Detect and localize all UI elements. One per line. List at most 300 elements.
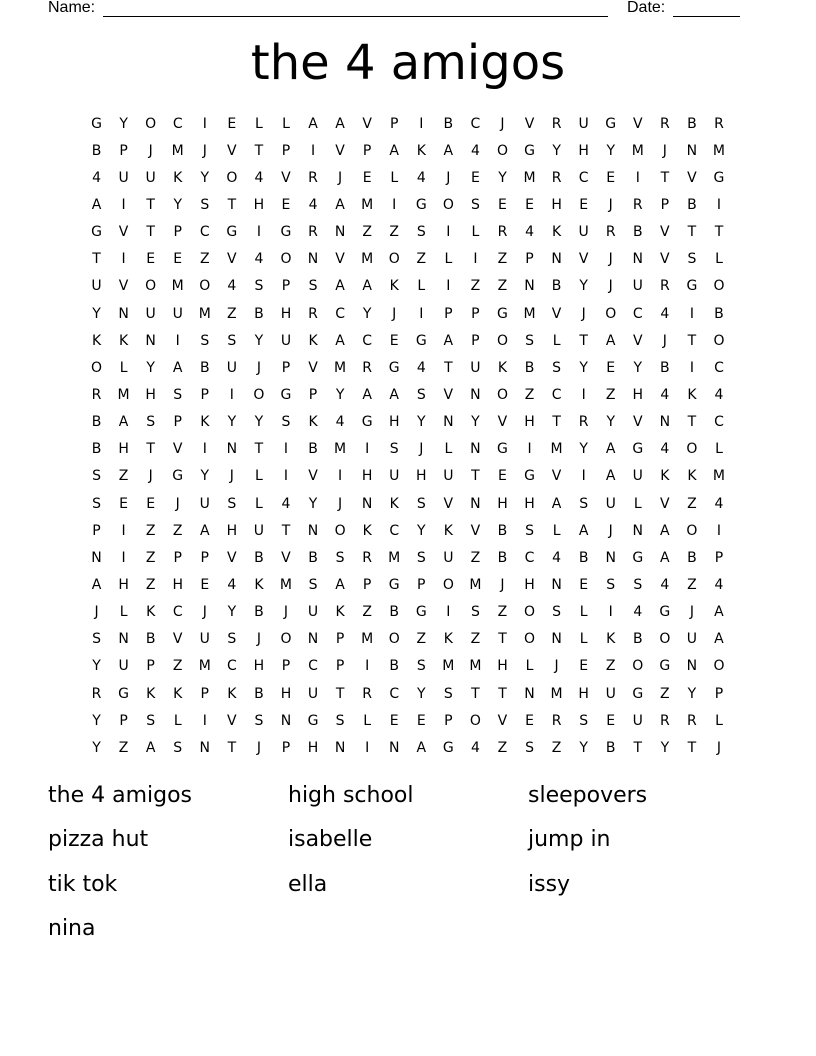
grid-letter: A: [145, 739, 156, 756]
grid-letter: G: [118, 685, 130, 702]
grid-letter: A: [335, 196, 345, 213]
word-list-item: jump in: [528, 827, 611, 853]
grid-letter: I: [338, 468, 343, 485]
grid-letter: L: [255, 495, 263, 512]
grid-letter: V: [335, 251, 345, 268]
grid-letter: A: [714, 604, 724, 621]
grid-letter: A: [362, 278, 372, 295]
grid-letter: M: [279, 576, 293, 593]
grid-letter: M: [388, 549, 401, 566]
grid-letter: 4: [660, 576, 670, 593]
grid-letter: N: [470, 441, 481, 458]
grid-letter: H: [524, 576, 535, 593]
grid-letter: A: [335, 576, 345, 593]
grid-letter: U: [389, 468, 400, 485]
grid-letter: J: [175, 495, 180, 512]
grid-letter: J: [148, 468, 153, 485]
grid-letter: O: [713, 658, 725, 675]
grid-letter: U: [632, 278, 643, 295]
grid-letter: J: [229, 468, 234, 485]
grid-letter: V: [308, 468, 318, 485]
grid-letter: N: [605, 549, 616, 566]
grid-letter: I: [229, 386, 234, 403]
grid-letter: Y: [227, 604, 237, 621]
grid-letter: C: [470, 115, 481, 132]
grid-letter: Z: [497, 739, 508, 756]
grid-letter: L: [633, 495, 642, 512]
grid-letter: Y: [200, 169, 210, 186]
grid-letter: G: [91, 115, 102, 132]
grid-letter: A: [605, 332, 616, 349]
grid-letter: H: [226, 522, 238, 539]
grid-letter: T: [227, 196, 237, 213]
grid-letter: P: [714, 685, 724, 702]
grid-letter: V: [443, 495, 454, 512]
grid-letter: G: [415, 332, 427, 349]
grid-letter: C: [551, 386, 562, 403]
grid-letter: P: [92, 522, 101, 539]
grid-letter: A: [660, 522, 670, 539]
grid-letter: L: [715, 251, 723, 268]
grid-letter: I: [121, 522, 126, 539]
grid-letter: I: [202, 115, 207, 132]
grid-letter: T: [687, 739, 697, 756]
grid-letter: R: [551, 712, 562, 729]
grid-letter: L: [417, 278, 426, 295]
grid-letter: Y: [687, 685, 697, 702]
grid-letter: A: [362, 386, 372, 403]
grid-letter: I: [121, 196, 126, 213]
grid-letter: 4: [281, 495, 291, 512]
grid-letter: S: [525, 739, 534, 756]
grid-letter: K: [173, 169, 183, 186]
grid-letter: R: [362, 359, 373, 376]
grid-letter: Z: [389, 224, 400, 241]
grid-letter: Z: [470, 278, 481, 295]
grid-letter: V: [443, 386, 454, 403]
grid-letter: P: [119, 142, 128, 159]
grid-letter: I: [283, 468, 289, 485]
grid-letter: O: [713, 278, 725, 295]
grid-letter: J: [392, 305, 397, 322]
grid-letter: 4: [92, 169, 101, 186]
grid-letter: P: [444, 305, 453, 322]
grid-letter: H: [551, 196, 562, 213]
grid-letter: 4: [660, 386, 670, 403]
grid-letter: S: [146, 414, 156, 431]
grid-letter: J: [148, 142, 153, 159]
grid-letter: P: [200, 386, 209, 403]
grid-letter: Y: [173, 196, 182, 213]
grid-letter: I: [365, 441, 370, 458]
grid-letter: Z: [605, 386, 616, 403]
grid-letter: N: [686, 142, 698, 159]
grid-letter: A: [605, 468, 616, 485]
grid-letter: K: [227, 685, 237, 702]
grid-letter: 4: [552, 549, 562, 566]
grid-letter: S: [254, 278, 264, 295]
grid-letter: B: [254, 604, 264, 621]
grid-letter: S: [254, 712, 264, 729]
grid-letter: A: [578, 522, 589, 539]
word-list-item: issy: [528, 871, 571, 897]
grid-letter: P: [119, 712, 128, 729]
grid-letter: J: [608, 522, 613, 539]
grid-letter: H: [361, 468, 373, 485]
grid-letter: C: [172, 604, 183, 621]
grid-letter: V: [632, 115, 643, 132]
grid-letter: Z: [687, 576, 697, 593]
grid-letter: Y: [633, 359, 643, 376]
grid-letter: I: [256, 224, 261, 241]
grid-letter: K: [362, 522, 372, 539]
grid-letter: N: [470, 495, 481, 512]
grid-letter: R: [659, 278, 670, 295]
grid-letter: R: [308, 305, 318, 322]
grid-letter: N: [551, 576, 562, 593]
grid-letter: P: [389, 115, 399, 132]
grid-letter: L: [444, 251, 453, 268]
grid-letter: J: [202, 604, 207, 621]
grid-letter: S: [525, 332, 534, 349]
grid-letter: S: [416, 495, 426, 512]
grid-letter: B: [632, 631, 643, 648]
grid-letter: I: [689, 305, 694, 322]
grid-letter: P: [444, 712, 453, 729]
word-search-grid: [83, 110, 733, 761]
grid-letter: Z: [551, 739, 562, 756]
grid-letter: V: [660, 224, 670, 241]
grid-letter: S: [443, 685, 453, 702]
grid-letter: Y: [579, 441, 588, 458]
grid-letter: S: [525, 522, 534, 539]
grid-letter: U: [605, 495, 616, 512]
grid-letter: B: [389, 658, 400, 675]
grid-letter: T: [254, 142, 264, 159]
grid-letter: Z: [199, 251, 210, 268]
grid-letter: T: [471, 468, 480, 485]
grid-letter: H: [307, 739, 319, 756]
grid-letter: A: [714, 631, 724, 648]
grid-letter: P: [335, 658, 345, 675]
grid-letter: V: [118, 278, 129, 295]
grid-letter: C: [389, 685, 400, 702]
grid-letter: H: [497, 658, 508, 675]
grid-letter: K: [687, 386, 697, 403]
grid-letter: O: [226, 169, 238, 186]
grid-letter: Y: [552, 142, 561, 159]
grid-letter: J: [256, 631, 261, 648]
grid-letter: L: [715, 441, 723, 458]
grid-letter: V: [335, 142, 345, 159]
grid-letter: T: [227, 739, 237, 756]
grid-letter: G: [280, 386, 292, 403]
grid-letter: J: [338, 495, 343, 512]
grid-letter: C: [362, 332, 373, 349]
grid-letter: R: [659, 712, 670, 729]
grid-letter: B: [145, 631, 156, 648]
grid-letter: Z: [145, 549, 156, 566]
grid-letter: O: [713, 332, 725, 349]
grid-letter: T: [687, 414, 697, 431]
grid-letter: J: [338, 169, 343, 186]
grid-letter: N: [118, 305, 129, 322]
grid-letter: H: [632, 386, 644, 403]
grid-letter: S: [416, 549, 426, 566]
grid-letter: G: [632, 549, 644, 566]
grid-letter: K: [443, 522, 453, 539]
grid-letter: O: [659, 631, 671, 648]
grid-letter: M: [523, 169, 536, 186]
grid-letter: H: [280, 685, 292, 702]
grid-letter: H: [578, 142, 589, 159]
grid-letter: G: [632, 441, 644, 458]
grid-letter: K: [389, 495, 399, 512]
grid-letter: N: [659, 414, 671, 431]
grid-letter: M: [631, 142, 644, 159]
grid-letter: L: [579, 631, 588, 648]
grid-letter: U: [199, 495, 210, 512]
grid-letter: T: [146, 224, 155, 241]
grid-letter: 4: [633, 604, 643, 621]
grid-letter: U: [172, 305, 183, 322]
grid-letter: S: [579, 712, 589, 729]
grid-letter: I: [689, 359, 694, 376]
grid-letter: V: [362, 115, 372, 132]
grid-letter: Z: [497, 604, 508, 621]
grid-letter: A: [443, 332, 454, 349]
grid-letter: B: [714, 305, 724, 322]
grid-letter: I: [446, 278, 451, 295]
grid-letter: I: [202, 712, 207, 729]
grid-letter: I: [365, 658, 370, 675]
grid-letter: L: [444, 441, 453, 458]
grid-letter: J: [554, 658, 559, 675]
grid-letter: R: [632, 196, 643, 213]
grid-letter: S: [470, 604, 480, 621]
grid-letter: M: [361, 251, 374, 268]
grid-letter: E: [579, 658, 589, 675]
grid-letter: U: [632, 468, 643, 485]
grid-letter: T: [146, 441, 155, 458]
grid-letter: A: [335, 278, 345, 295]
grid-letter: S: [606, 576, 616, 593]
grid-letter: V: [281, 169, 291, 186]
grid-letter: V: [632, 414, 643, 431]
grid-letter: Y: [417, 414, 426, 431]
grid-letter: Z: [145, 576, 156, 593]
word-list-item: ella: [288, 871, 328, 897]
grid-letter: 4: [525, 224, 534, 241]
grid-letter: Y: [200, 468, 210, 485]
grid-letter: B: [443, 115, 454, 132]
grid-letter: K: [687, 468, 697, 485]
grid-letter: U: [578, 115, 589, 132]
grid-letter: Z: [118, 468, 129, 485]
name-label: Name:: [48, 0, 96, 16]
grid-letter: E: [200, 576, 210, 593]
grid-letter: P: [281, 739, 291, 756]
grid-letter: E: [146, 495, 156, 512]
grid-letter: V: [281, 549, 291, 566]
grid-letter: M: [198, 658, 211, 675]
grid-letter: R: [91, 386, 102, 403]
grid-letter: V: [470, 522, 481, 539]
grid-letter: A: [118, 414, 129, 431]
word-list-item: sleepovers: [528, 783, 648, 808]
grid-letter: V: [118, 224, 129, 241]
grid-letter: L: [579, 604, 588, 621]
grid-letter: G: [442, 739, 454, 756]
grid-letter: B: [605, 739, 616, 756]
grid-letter: R: [497, 224, 508, 241]
grid-letter: I: [527, 441, 532, 458]
grid-letter: J: [608, 251, 613, 268]
grid-letter: I: [365, 739, 370, 756]
grid-letter: I: [446, 604, 451, 621]
grid-letter: S: [335, 549, 345, 566]
grid-letter: B: [308, 441, 318, 458]
grid-letter: I: [446, 224, 451, 241]
grid-letter: B: [578, 549, 589, 566]
grid-letter: G: [497, 441, 508, 458]
grid-letter: E: [416, 712, 426, 729]
grid-letter: M: [171, 278, 184, 295]
grid-letter: Z: [416, 631, 427, 648]
grid-letter: R: [605, 224, 616, 241]
grid-letter: N: [307, 251, 319, 268]
grid-letter: M: [334, 441, 347, 458]
word-list-item: high school: [288, 783, 414, 808]
grid-letter: B: [91, 414, 102, 431]
grid-letter: N: [307, 522, 319, 539]
grid-letter: R: [362, 685, 373, 702]
grid-letter: A: [308, 115, 318, 132]
grid-letter: O: [145, 278, 157, 295]
grid-letter: I: [608, 604, 613, 621]
grid-letter: O: [496, 332, 508, 349]
grid-letter: E: [119, 495, 129, 512]
grid-letter: V: [660, 495, 670, 512]
grid-letter: H: [578, 685, 589, 702]
grid-letter: O: [388, 251, 400, 268]
grid-letter: O: [605, 305, 617, 322]
grid-letter: C: [308, 658, 318, 675]
grid-letter: U: [470, 359, 481, 376]
grid-letter: N: [307, 631, 319, 648]
grid-letter: K: [146, 604, 156, 621]
grid-letter: P: [471, 305, 480, 322]
grid-letter: B: [660, 359, 670, 376]
grid-letter: Y: [146, 359, 155, 376]
grid-letter: N: [632, 251, 644, 268]
grid-letter: N: [226, 441, 238, 458]
grid-letter: K: [308, 332, 318, 349]
grid-letter: L: [471, 224, 480, 241]
grid-letter: M: [712, 142, 726, 159]
grid-letter: 4: [308, 196, 318, 213]
grid-letter: Y: [335, 386, 345, 403]
grid-letter: Z: [524, 386, 535, 403]
grid-letter: C: [632, 305, 643, 322]
grid-letter: G: [659, 604, 671, 621]
word-list-item: the 4 amigos: [48, 783, 192, 808]
grid-letter: G: [415, 196, 427, 213]
grid-letter: O: [280, 251, 292, 268]
grid-letter: H: [118, 441, 129, 458]
grid-letter: L: [119, 604, 128, 621]
grid-letter: E: [525, 712, 534, 729]
grid-letter: N: [632, 522, 644, 539]
grid-letter: H: [416, 468, 427, 485]
grid-letter: S: [173, 739, 183, 756]
grid-letter: K: [200, 414, 210, 431]
grid-letter: R: [362, 549, 373, 566]
grid-letter: I: [419, 115, 424, 132]
grid-letter: O: [632, 658, 644, 675]
grid-letter: T: [714, 224, 724, 241]
grid-letter: P: [525, 251, 534, 268]
grid-letter: T: [660, 169, 670, 186]
grid-letter: G: [497, 305, 508, 322]
grid-letter: K: [173, 685, 183, 702]
grid-letter: S: [416, 658, 426, 675]
grid-letter: E: [281, 196, 291, 213]
grid-letter: P: [335, 631, 345, 648]
grid-letter: I: [581, 386, 586, 403]
grid-letter: 4: [227, 576, 237, 593]
grid-letter: M: [469, 576, 482, 593]
grid-letter: E: [498, 196, 507, 213]
grid-letter: K: [91, 332, 102, 349]
grid-letter: P: [173, 414, 182, 431]
grid-letter: O: [442, 576, 454, 593]
grid-letter: L: [552, 332, 561, 349]
grid-letter: J: [608, 196, 613, 213]
grid-letter: P: [146, 658, 155, 675]
grid-letter: G: [415, 604, 427, 621]
grid-letter: S: [200, 196, 210, 213]
grid-letter: O: [524, 604, 536, 621]
grid-letter: Y: [308, 495, 318, 512]
grid-letter: A: [389, 386, 399, 403]
grid-letter: K: [146, 685, 156, 702]
grid-letter: K: [254, 576, 264, 593]
grid-letter: N: [334, 224, 346, 241]
grid-letter: E: [579, 196, 589, 213]
grid-letter: B: [687, 115, 697, 132]
grid-letter: Y: [660, 739, 670, 756]
grid-letter: R: [714, 115, 724, 132]
grid-letter: O: [199, 278, 211, 295]
grid-letter: I: [121, 251, 126, 268]
grid-letter: E: [579, 576, 589, 593]
grid-letter: 4: [227, 278, 237, 295]
grid-letter: U: [686, 631, 698, 648]
grid-letter: A: [443, 142, 454, 159]
grid-letter: H: [253, 658, 265, 675]
grid-letter: I: [121, 549, 126, 566]
grid-letter: N: [524, 685, 535, 702]
grid-letter: J: [94, 604, 99, 621]
grid-letter: Y: [579, 278, 588, 295]
grid-letter: L: [363, 712, 372, 729]
grid-letter: S: [335, 712, 345, 729]
grid-letter: H: [524, 414, 535, 431]
grid-letter: L: [255, 115, 263, 132]
grid-letter: S: [146, 712, 156, 729]
grid-letter: N: [334, 739, 346, 756]
